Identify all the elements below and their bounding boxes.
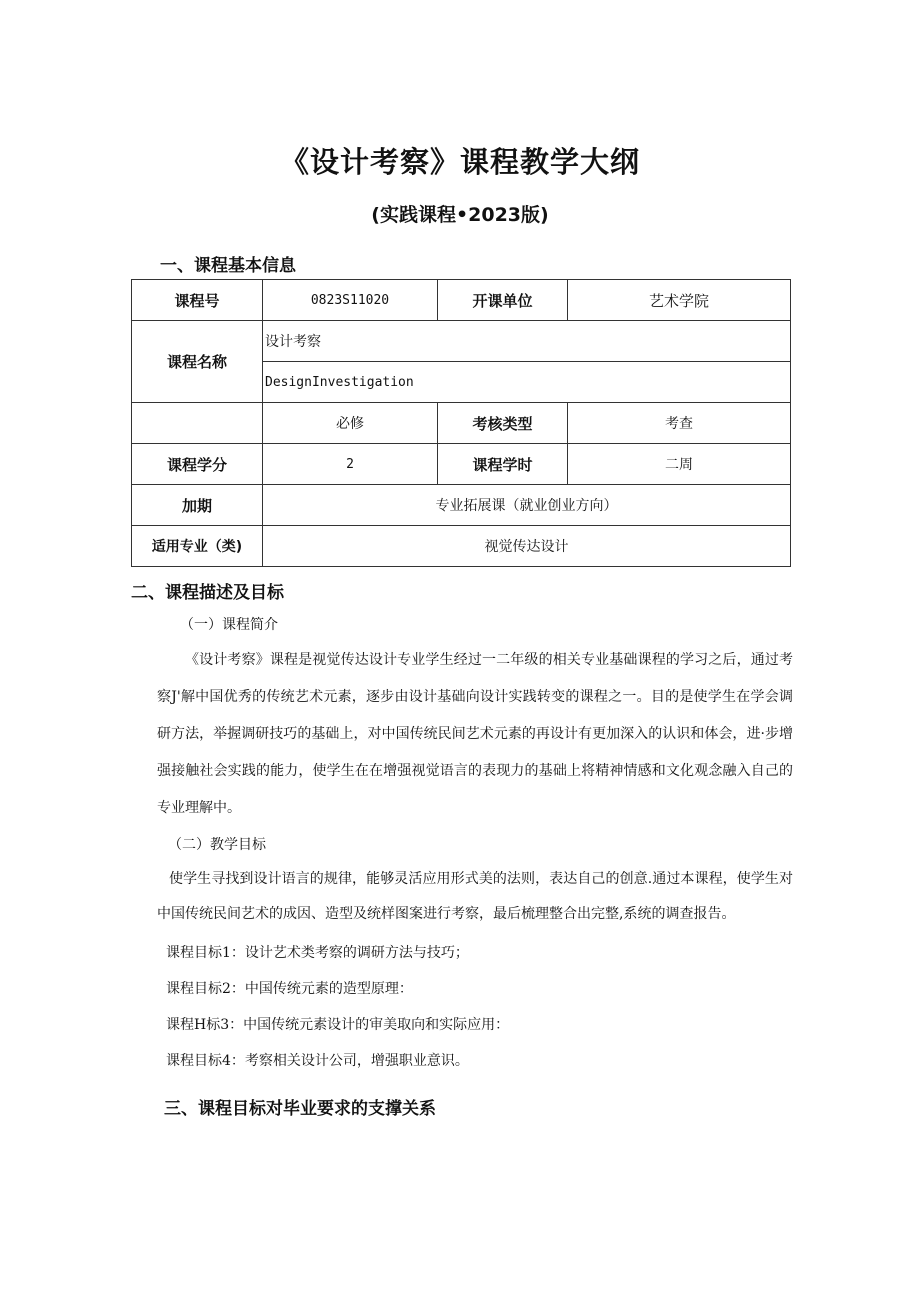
goal-item-1: 课程目标1：设计艺术类考察的调研方法与技巧； — [166, 945, 469, 961]
section-heading-basic-info: 一、课程基本信息 — [160, 256, 296, 276]
subheading-intro: （一）课程简介 — [180, 617, 278, 633]
assess-type-value: 考查 — [568, 403, 791, 444]
course-info-table — [131, 279, 791, 567]
course-no-value: 0823S11020 — [263, 280, 438, 321]
major-value: 视觉传达设计 — [263, 526, 791, 567]
goal-item-4: 课程目标4：考察相关设计公司，增强职业意识。 — [166, 1053, 469, 1069]
period-label: 加期 — [132, 485, 263, 526]
period-value: 专业拓展课（就业创业方向） — [263, 485, 791, 526]
goals-paragraph: 使学生寻找到设计语言的规律，能够灵活应用形式美的法则，表达自己的创意.通过本课程，使学生对中国传统民间艺术的成因、造型及统样图案进行考察，最后梳理整合出完整,系统的调查报告。 — [157, 871, 793, 922]
section-heading-support: 三、课程目标对毕业要求的支撑关系 — [164, 1099, 436, 1119]
course-type-label — [132, 403, 263, 444]
table-row — [132, 280, 791, 321]
document-title: 《设计考察》课程教学大纲 — [279, 145, 640, 179]
subheading-goals: （二）教学目标 — [168, 837, 266, 853]
table-row — [132, 526, 791, 567]
section-heading-description: 二、课程描述及目标 — [131, 583, 284, 603]
table-row — [132, 403, 791, 444]
assess-type-label: 考核类型 — [438, 403, 568, 444]
table-row — [132, 485, 791, 526]
table-row — [132, 321, 791, 362]
course-name-label: 课程名称 — [132, 321, 263, 403]
dept-label: 开课单位 — [438, 280, 568, 321]
dept-value: 艺术学院 — [568, 280, 791, 321]
course-type-value: 必修 — [263, 403, 438, 444]
document-subtitle: (实践课程•2023版) — [371, 204, 549, 226]
hours-value: 二周 — [568, 444, 791, 485]
course-name-en: DesignInvestigation — [263, 362, 791, 403]
goal-item-3: 课程H标3：中国传统元素设计的审美取向和实际应用： — [166, 1017, 510, 1033]
credit-label: 课程学分 — [132, 444, 263, 485]
credit-value: 2 — [263, 444, 438, 485]
course-name-cn: 设计考察 — [263, 321, 791, 362]
hours-label: 课程学时 — [438, 444, 568, 485]
major-label: 适用专业（类) — [132, 526, 263, 567]
intro-paragraph: 《设计考察》课程是视觉传达设计专业学生经过一二年级的相关专业基础课程的学习之后，通过考察J'解中国优秀的传统艺术元素，逐步由设计基础向设计实践转变的课程之一。目的是使学生在学会调研方法，举握调研技巧的基础上，对中国传统民间艺术元素的再设计有更加深入的认识和体会，进·步增强接触社会实践的能力，使学生在在增强视觉语言的表现力的基础上将精神情感和文化观念融入自己的专业理解中。 — [157, 652, 793, 816]
table-row — [132, 444, 791, 485]
goal-item-2: 课程目标2：中国传统元素的造型原理： — [166, 981, 413, 997]
course-no-label: 课程号 — [132, 280, 263, 321]
